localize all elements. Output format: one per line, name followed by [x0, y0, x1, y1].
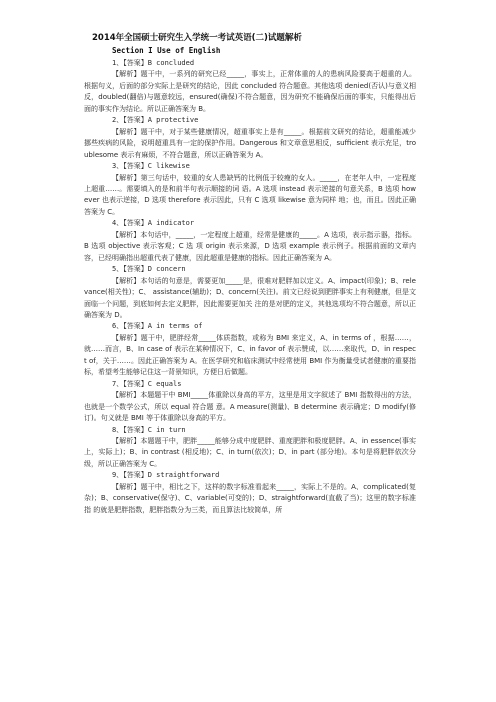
explanation-6: 【解析】题干中，肥胖经常_____体质指数，或称为 BMI 来定义，A、in terms of ，根据……，就……而言，B、In case of 表示在某种情况下，C、in favor of 表示赞成，以……来取代，D、in respect of，关于……。因此正确答案为 A。在医学研究和临床测试中经常使用 BMI 作为衡量受试者健康的重要指标，希望考生能够记住这一背景知识，方便日后做题。: [84, 333, 416, 377]
answer-heading-8: 8、【答案】C in turn: [112, 425, 186, 434]
explanation-5: 【解析】本句话的句意是，需要更加_____是，很难对肥胖加以定义。A、impact(印象)；B、relevance(相关性)；C、 assistance(辅助)；D、concern(关注)。前文已经说到肥胖事实上有利健康，但是文面临一个问题，到底如何去定义肥胖，因此需要更加关 注的是对肥的定义，其他选项均不符合题意，所以正确答案为 D。: [84, 276, 416, 319]
document-title: 2014年全国硕士研究生入学统一考试英语(二)试题解析: [92, 33, 302, 43]
answer-heading-6: 6、【答案】A in terms of: [112, 322, 203, 331]
answer-heading-1: 1、【答案】B concluded: [112, 59, 195, 67]
section-heading: Section I Use of English: [112, 46, 221, 55]
explanation-4: 【解析】本句话中，_____，一定程度上超重，经常是健康的_____。A 选项，表示指示器，指标。B 选项 objective 表示客观；C 选 项 origin 表示来源，D 选项 example 表示例子。根据前面的文章内容，已经明确指出超重代表了健康，因此超重是健康的指标。因此正确答案为 A。: [84, 230, 416, 262]
answer-heading-4: 4、【答案】A indicator: [112, 219, 195, 228]
explanation-1: 【解析】题干中，一系列的研究已经_____，事实上，正常体重的人的患病风险要高于超重的人。根据句义，后面的部分实际上是研究的结论，因此 concluded 符合题意。其他选项 denied(否认)与意义相反，doubled(翻倍)与题意较远，ensured(确保)不符合题意，因为研究不能确保后面的事实，只能得出后面的事实作为结论。所以正确答案为 B。: [84, 70, 416, 113]
answer-heading-3: 3、【答案】C likewise: [112, 162, 190, 171]
explanation-2: 【解析】题干中，对于某些健康情况，超重事实上是有_____。根据前文研究的结论，超重能减少挪些疾病的风险，说明超重具有一定的保护作用。Dangerous 和文章意思相反，sufficient 表示充足，troublesome 表示有麻烦，不符合题意，所以正确答案为 A。: [84, 127, 416, 159]
explanation-9: 【解析】题干中，相比之下，这样的数字标准看起来_____，实际上不是的。A、complicated(复杂)；B、conservative(保守)、C、variable(可变的)；D、straightforward(直截了当)；这里的数字标准指 的就是肥胖指数，肥胖指数分为三类，而且算法比较简单，所: [84, 482, 416, 514]
answer-heading-2: 2、【答案】A protective: [112, 116, 199, 125]
explanation-8: 【解析】本题题干中，肥胖_____能够分成中度肥胖、重度肥胖和极度肥胖。A、in essence(事实上，实际上)；B、in contrast (相反地)；C、in turn(依次)；D、in part (部分地)。本句是将肥胖依次分级，所以正确答案为 C。: [84, 436, 416, 468]
answer-heading-7: 7、【答案】C equals: [112, 379, 182, 388]
answer-heading-9: 9、【答案】D straightforward: [112, 471, 220, 480]
answer-heading-5: 5、【答案】D concern: [112, 265, 186, 274]
explanation-3: 【解析】第三句话中，较重的女人患缺钙的比例低于较瘦的女人。_____，在老年人中，一定程度上超重……。需要填入的是和前半句表示顺接的词 语。A 选项 instead 表示逆接的句意关系，B 选项 however 也表示逆接，D 选项 therefore 表示因此，只有 C 选项 likewise 意为同样 地；也，而且。因此正确答案为 C。: [84, 173, 416, 216]
explanation-7: 【解析】本题题干中 BMI_____体重除以身高的平方，这里是用文字叙述了 BMI 指数得出的方法，也就是一个数学公式，所以 equal 符合题 意。A measure(测量)、B determine 表示确定；D modify(修订)。句义就是 BMI 等于体重除以身高的平方。: [84, 391, 416, 423]
answer-list: [84, 58, 416, 516]
